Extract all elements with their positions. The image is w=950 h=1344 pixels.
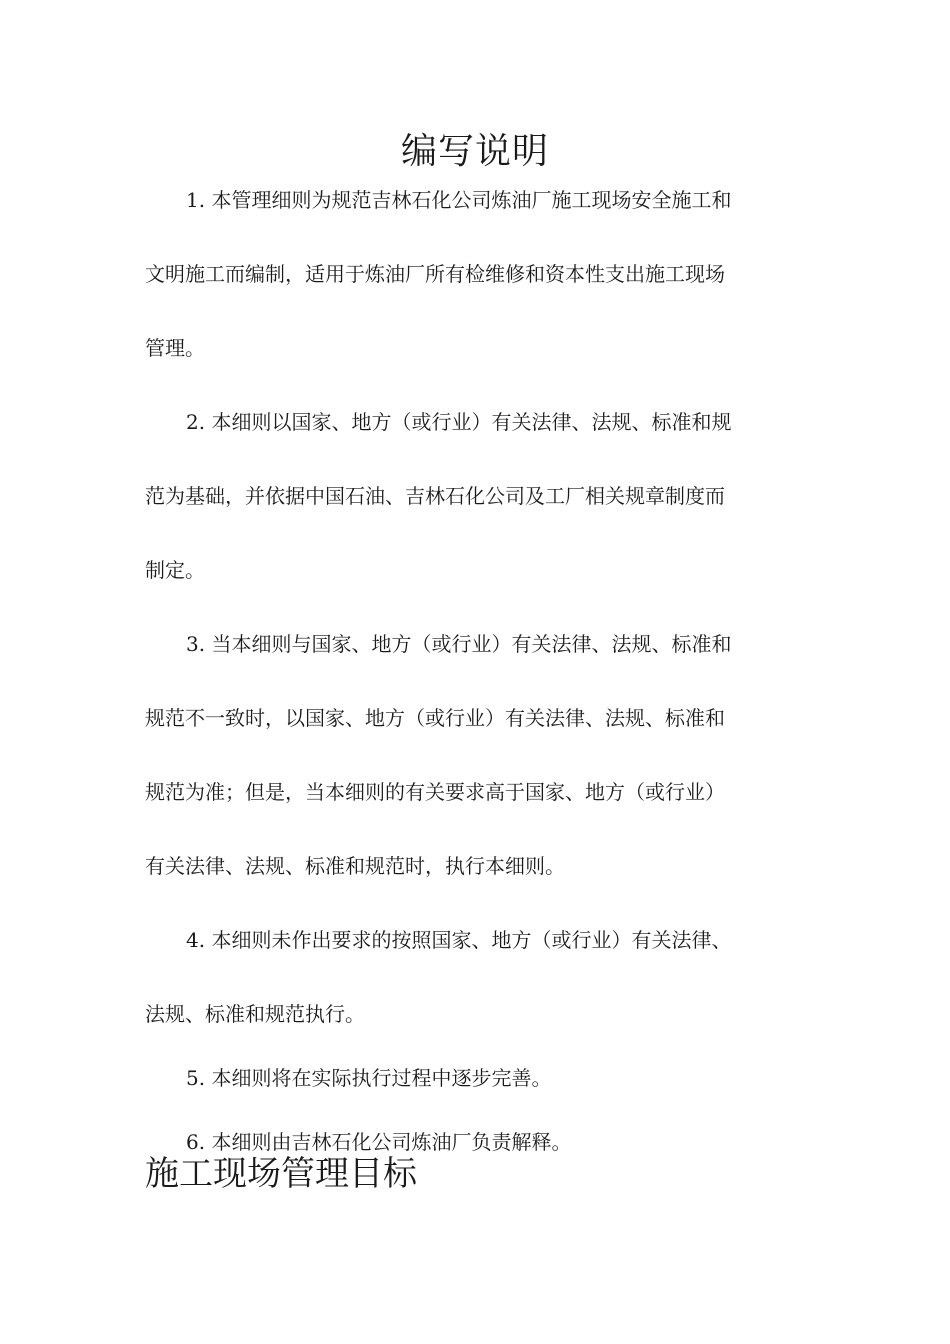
text-line: 2. 本细则以国家、地方（或行业）有关法律、法规、标准和规 <box>186 410 732 434</box>
text-line: 范为基础，并依据中国石油、吉林石化公司及工厂相关规章制度而 <box>145 484 725 508</box>
document-title: 编写说明 <box>400 131 549 172</box>
document-body <box>145 182 805 1188</box>
text-line: 管理。 <box>145 336 205 360</box>
text-line: 5. 本细则将在实际执行过程中逐步完善。 <box>186 1066 552 1090</box>
text-line: 3. 当本细则与国家、地方（或行业）有关法律、法规、标准和 <box>186 632 732 656</box>
text-line: 制定。 <box>145 558 205 582</box>
text-line: 4. 本细则未作出要求的按照国家、地方（或行业）有关法律、 <box>186 928 732 952</box>
text-line: 1. 本管理细则为规范吉林石化公司炼油厂施工现场安全施工和 <box>186 188 732 212</box>
text-line: 法规、标准和规范执行。 <box>145 1002 365 1026</box>
text-line: 6. 本细则由吉林石化公司炼油厂负责解释。 <box>186 1130 572 1154</box>
text-line: 规范不一致时，以国家、地方（或行业）有关法律、法规、标准和 <box>145 706 725 730</box>
text-line: 文明施工而编制，适用于炼油厂所有检维修和资本性支出施工现场 <box>145 262 725 286</box>
section-heading: 施工现场管理目标 <box>145 1154 417 1194</box>
text-line: 有关法律、法规、标准和规范时，执行本细则。 <box>145 854 565 878</box>
text-line: 规范为准；但是，当本细则的有关要求高于国家、地方（或行业） <box>145 780 725 804</box>
